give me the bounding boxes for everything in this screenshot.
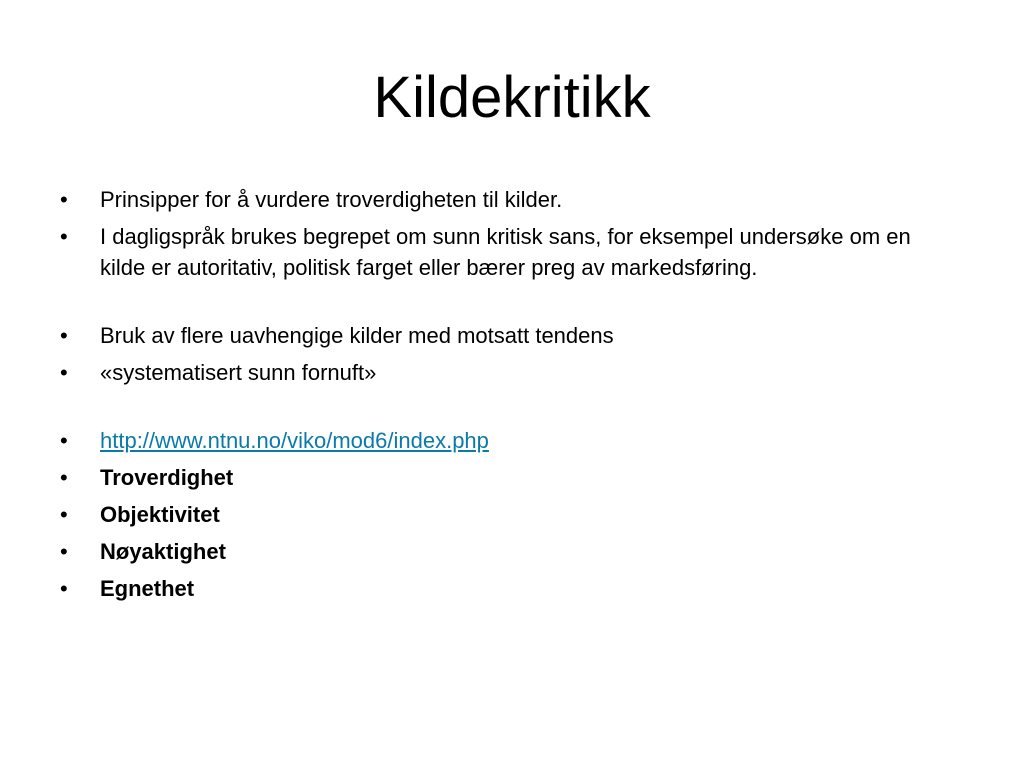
bullet-icon: • — [60, 502, 68, 527]
list-item — [60, 357, 960, 388]
bullet-icon: • — [60, 224, 68, 249]
bullet-icon: • — [60, 360, 68, 385]
source-link[interactable]: http://www.ntnu.no/viko/mod6/index.php — [100, 428, 489, 453]
slide-title: Kildekritikk — [373, 65, 651, 130]
list-item — [60, 425, 960, 456]
bullet-icon: • — [60, 428, 68, 453]
list-item — [60, 221, 960, 283]
list-item — [60, 320, 960, 351]
list-item-text: «systematisert sunn fornuft» — [100, 360, 377, 385]
bullet-icon: • — [60, 576, 68, 601]
list-item-text: Egnethet — [100, 576, 195, 601]
bullet-icon: • — [60, 187, 68, 212]
list-item — [60, 184, 960, 215]
list-item — [60, 462, 960, 493]
list-item — [60, 499, 960, 530]
list-item — [60, 536, 960, 567]
list-item-text: I dagligspråk brukes begrepet om sunn kritisk sans, for eksempel undersøke om en kilde er autoritativ, politisk farget eller bærer preg av markedsføring. — [100, 224, 911, 280]
bullet-icon: • — [60, 465, 68, 490]
bullet-icon: • — [60, 323, 68, 348]
list-item-text: Troverdighet — [100, 465, 234, 490]
list-item-text: Objektivitet — [100, 502, 220, 527]
list-item — [60, 573, 960, 604]
bullet-list — [60, 184, 960, 610]
bullet-icon: • — [60, 539, 68, 564]
list-item-text: Prinsipper for å vurdere troverdigheten til kilder. — [100, 187, 563, 212]
list-item-text: Bruk av flere uavhengige kilder med motsatt tendens — [100, 323, 614, 348]
list-item-text: Nøyaktighet — [100, 539, 226, 564]
